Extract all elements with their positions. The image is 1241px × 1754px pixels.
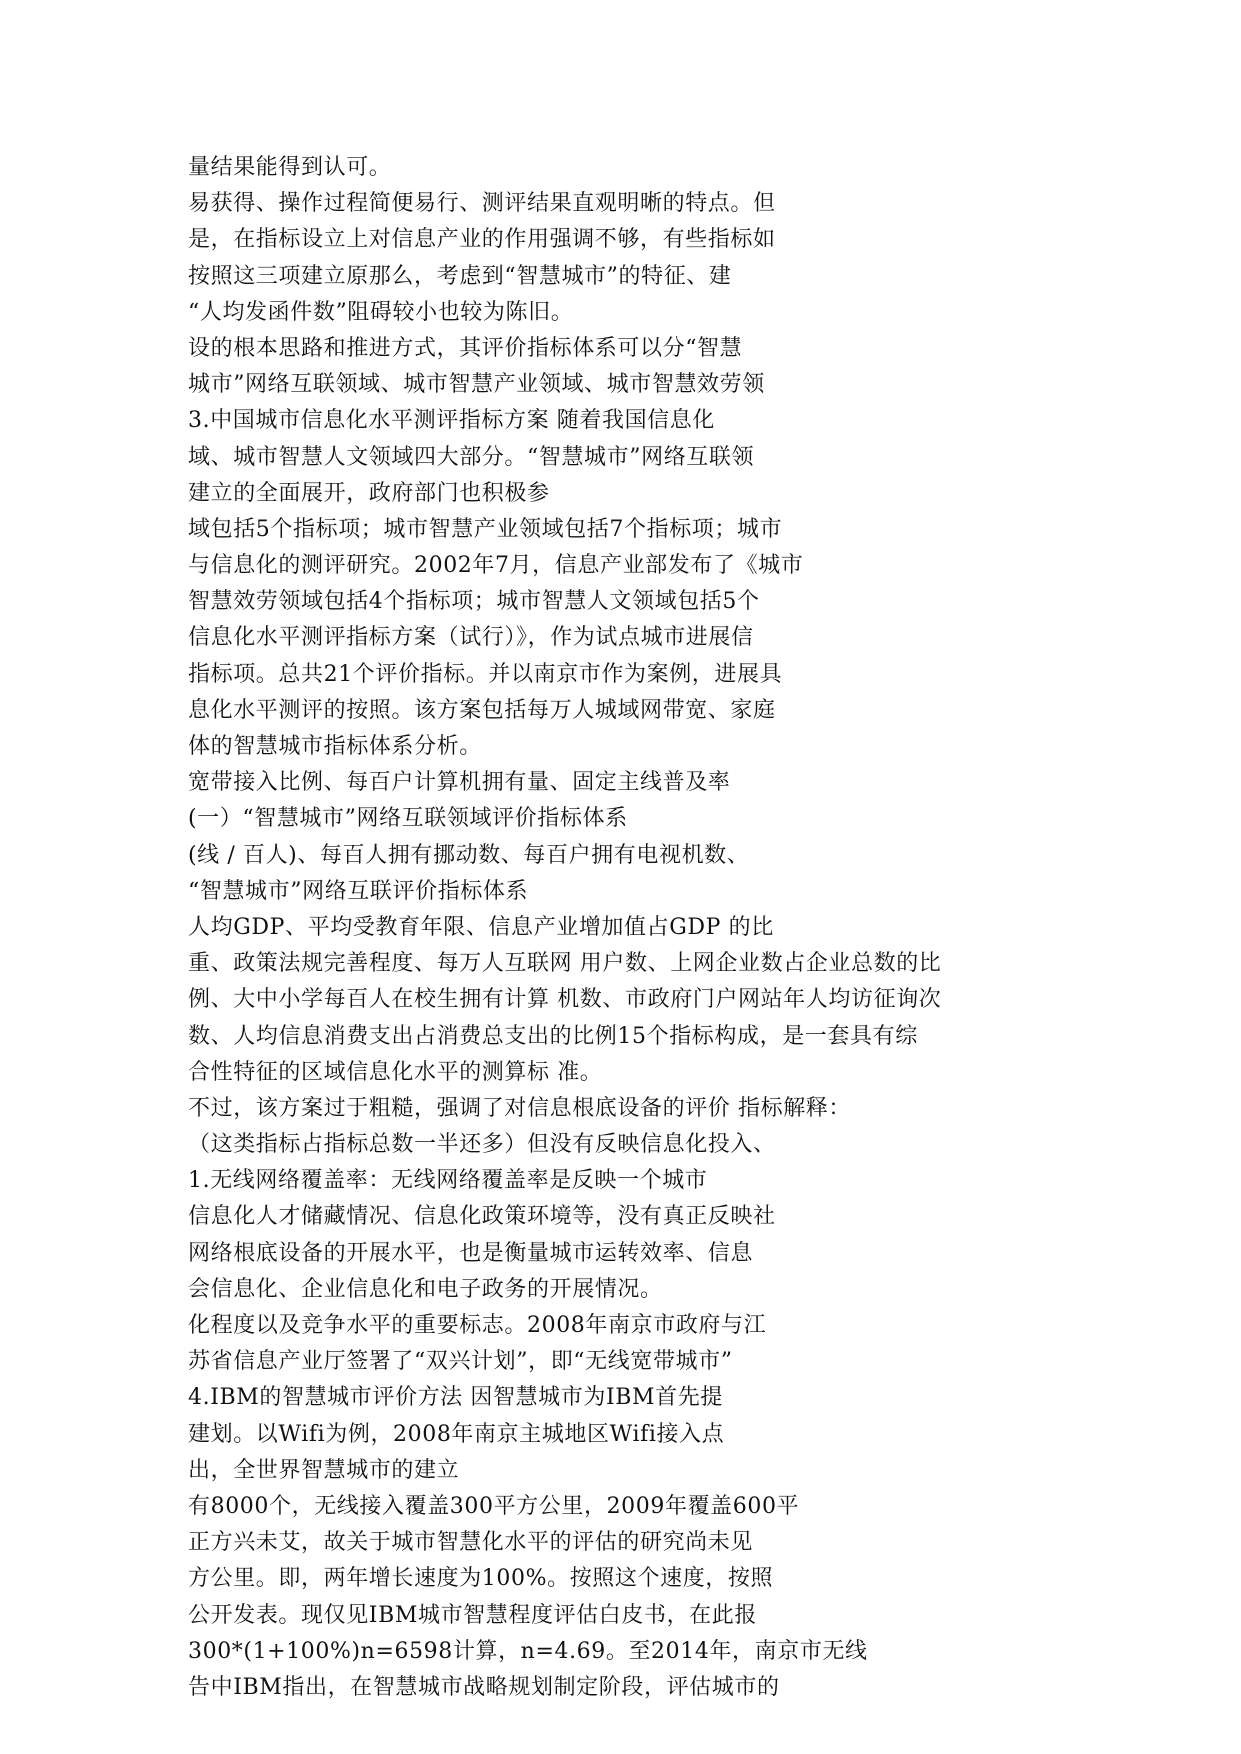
text-line: 域包括5个指标项；城市智慧产业领域包括7个指标项；城市 xyxy=(188,516,783,542)
text-line: 重、政策法规完善程度、每万人互联网 用户数、上网企业数占企业总数的比 xyxy=(188,951,942,977)
text-line: 量结果能得到认可。 xyxy=(188,155,392,180)
text-line: 智慧效劳领域包括4个指标项；城市智慧人文领域包括5个 xyxy=(188,589,760,615)
text-line: 息化水平测评的按照。该方案包括每万人城域网带宽、家庭 xyxy=(188,697,776,723)
text-line: 4.IBM的智慧城市评价方法 因智慧城市为IBM首先提 xyxy=(188,1385,723,1411)
text-line: 例、大中小学每百人在校生拥有计算 机数、市政府门户网站年人均访征询次 xyxy=(188,987,942,1013)
text-line: 300*(1+100%)n=6598计算，n=4.69。至2014年，南京市无线 xyxy=(188,1638,868,1664)
text-line: “人均发函件数”阻碍较小也较为陈旧。 xyxy=(188,299,574,325)
text-line: 是，在指标设立上对信息产业的作用强调不够，有些指标如 xyxy=(188,227,776,253)
text-line: 信息化水平测评指标方案（试行）》，作为试点城市进展信 xyxy=(188,625,754,651)
body-text xyxy=(188,150,1228,1706)
text-line: 不过，该方案过于粗糙，强调了对信息根底设备的评价 指标解释： xyxy=(188,1095,851,1121)
text-line: 有8000个，无线接入覆盖300平方公里，2009年覆盖600平 xyxy=(188,1493,800,1519)
text-line: （这类指标占指标总数一半还多）但没有反映信息化投入、 xyxy=(188,1132,776,1158)
text-line: “智慧城市”网络互联评价指标体系 xyxy=(188,878,529,904)
text-line: 合性特征的区域信息化水平的测算标 准。 xyxy=(188,1059,603,1085)
text-line: 正方兴未艾，故关于城市智慧化水平的评估的研究尚未见 xyxy=(188,1530,754,1556)
text-line: 易获得、操作过程简便易行、测评结果直观明晰的特点。但 xyxy=(188,191,776,217)
text-line: 苏省信息产业厅签署了“双兴计划”，即“无线宽带城市” xyxy=(188,1349,733,1375)
text-line: 会信息化、企业信息化和电子政务的开展情况。 xyxy=(188,1276,663,1302)
text-line: 城市”网络互联领域、城市智慧产业领域、城市智慧效劳领 xyxy=(188,372,765,398)
text-line: 网络根底设备的开展水平，也是衡量城市运转效率、信息 xyxy=(188,1240,754,1266)
text-line: 方公里。即，两年增长速度为100%。按照这个速度，按照 xyxy=(188,1566,774,1592)
text-line: (线 / 百人)、每百人拥有挪动数、每百户拥有电视机数、 xyxy=(188,842,750,868)
text-line: (一）“智慧城市”网络互联领域评价指标体系 xyxy=(188,806,628,832)
text-line: 设的根本思路和推进方式，其评价指标体系可以分“智慧 xyxy=(188,335,743,361)
text-line: 建划。以Wifi为例，2008年南京主城地区Wifi接入点 xyxy=(188,1421,725,1447)
text-line: 指标项。总共21个评价指标。并以南京市作为案例，进展具 xyxy=(188,661,783,687)
text-line: 1.无线网络覆盖率：无线网络覆盖率是反映一个城市 xyxy=(188,1168,708,1194)
text-line: 化程度以及竞争水平的重要标志。2008年南京市政府与江 xyxy=(188,1313,767,1338)
text-line: 3.中国城市信息化水平测评指标方案 随着我国信息化 xyxy=(188,408,715,434)
text-line: 建立的全面展开，政府部门也积极参 xyxy=(188,480,550,506)
text-line: 告中IBM指出，在智慧城市战略规划制定阶段，评估城市的 xyxy=(188,1674,780,1700)
text-line: 域、城市智慧人文领域四大部分。“智慧城市”网络互联领 xyxy=(188,444,755,470)
text-line: 人均GDP、平均受教育年限、信息产业增加值占GDP 的比 xyxy=(188,914,774,940)
text-line: 信息化人才储藏情况、信息化政策环境等，没有真正反映社 xyxy=(188,1204,776,1230)
text-line: 与信息化的测评研究。2002年7月，信息产业部发布了《城市 xyxy=(188,553,804,579)
text-line: 数、人均信息消费支出占消费总支出的比例15个指标构成，是一套具有综 xyxy=(188,1023,918,1049)
text-line: 体的智慧城市指标体系分析。 xyxy=(188,734,482,759)
text-line: 宽带接入比例、每百户计算机拥有量、固定主线普及率 xyxy=(188,770,731,796)
text-line: 出，全世界智慧城市的建立 xyxy=(188,1457,460,1483)
text-line: 按照这三项建立原那么，考虑到“智慧城市”的特征、建 xyxy=(188,263,732,289)
text-line: 公开发表。现仅见IBM城市智慧程度评估白皮书，在此报 xyxy=(188,1602,757,1628)
